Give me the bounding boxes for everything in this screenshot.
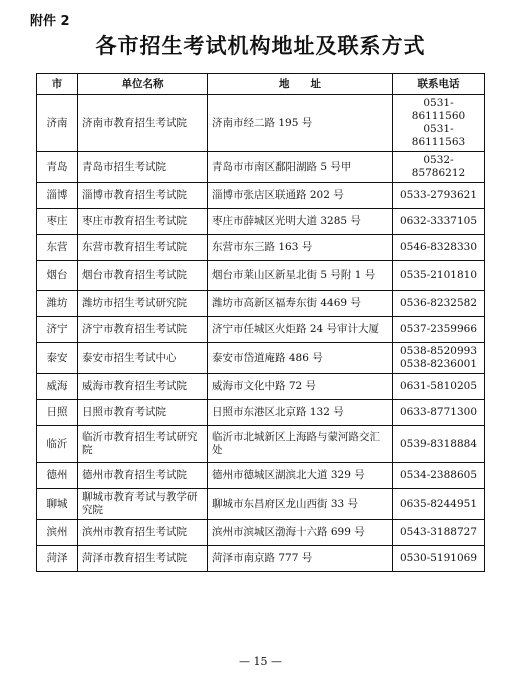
cell-city: 菏泽: [37, 546, 78, 572]
cell-phone: [393, 317, 485, 343]
phone-number: 0535-2101810: [399, 269, 478, 281]
table-row: [37, 95, 485, 152]
cell-city: 聊城: [37, 489, 78, 520]
phone-number: 0533-2793621: [399, 189, 478, 201]
cell-phone: [393, 463, 485, 489]
table-row: [37, 426, 485, 463]
phone-number: 0543-3188727: [399, 526, 478, 538]
cell-address: 聊城市东昌府区龙山西街 33 号: [208, 489, 393, 520]
table-row: [37, 261, 485, 291]
cell-phone: [393, 95, 485, 152]
phone-number: 0534-2388605: [399, 469, 478, 481]
phone-number: 0635-8244951: [399, 497, 478, 510]
table-row: [37, 463, 485, 489]
table-header-row: [37, 74, 485, 95]
cell-address: 日照市东港区北京路 132 号: [208, 400, 393, 426]
table-row: [37, 546, 485, 572]
contact-table: [36, 73, 485, 572]
table-row: [37, 343, 485, 374]
cell-phone: [393, 489, 485, 520]
cell-city: 临沂: [37, 426, 78, 463]
table-row: [37, 183, 485, 209]
cell-org: 日照市教育考试院: [78, 400, 208, 426]
cell-phone: [393, 374, 485, 400]
table-body: [37, 95, 485, 572]
cell-org: 淄博市教育招生考试院: [78, 183, 208, 209]
cell-address: 潍坊市高新区福寿东街 4469 号: [208, 291, 393, 317]
cell-address: 烟台市莱山区新星北街 5 号附 1 号: [208, 261, 393, 291]
cell-org: 临沂市教育招生考试研究院: [78, 426, 208, 463]
cell-address: 德州市德城区湖滨北大道 329 号: [208, 463, 393, 489]
phone-number: 0538-8520993: [399, 345, 478, 357]
cell-address: 临沂市北城新区上海路与蒙河路交汇处: [208, 426, 393, 463]
table-row: [37, 489, 485, 520]
cell-org: 菏泽市教育招生考试院: [78, 546, 208, 572]
cell-city: 青岛: [37, 152, 78, 183]
cell-city: 济宁: [37, 317, 78, 343]
cell-phone: [393, 291, 485, 317]
cell-org: 滨州市教育招生考试院: [78, 520, 208, 546]
cell-address: 泰安市岱道庵路 486 号: [208, 343, 393, 374]
cell-org: 东营市教育招生考试院: [78, 235, 208, 261]
phone-number: 0531-86111560: [411, 97, 466, 122]
phone-number: 0546-8328330: [399, 241, 478, 253]
cell-address: 东营市东三路 163 号: [208, 235, 393, 261]
phone-number: 0538-8236001: [399, 358, 478, 370]
cell-phone: [393, 426, 485, 463]
phone-number: 0530-5191069: [399, 552, 478, 564]
cell-org: 聊城市教育考试与教学研究院: [78, 489, 208, 520]
phone-number: 0633-8771300: [399, 406, 478, 418]
cell-address: 威海市文化中路 72 号: [208, 374, 393, 400]
cell-org: 泰安市招生考试中心: [78, 343, 208, 374]
table-row: [37, 400, 485, 426]
table-row: [37, 374, 485, 400]
cell-city: 威海: [37, 374, 78, 400]
cell-city: 烟台: [37, 261, 78, 291]
cell-address: 滨州市滨城区渤海十六路 699 号: [208, 520, 393, 546]
table-row: [37, 152, 485, 183]
page-number: — 15 —: [239, 655, 282, 668]
page-title: 各市招生考试机构地址及联系方式: [95, 33, 426, 58]
cell-address: 菏泽市南京路 777 号: [208, 546, 393, 572]
cell-address: 济南市经二路 195 号: [208, 95, 393, 152]
column-header-address: 地 址: [208, 74, 393, 95]
cell-phone: [393, 209, 485, 235]
table-row: [37, 291, 485, 317]
cell-org: 德州市教育招生考试院: [78, 463, 208, 489]
cell-phone: [393, 235, 485, 261]
column-header-phone: 联系电话: [393, 74, 485, 95]
cell-address: 青岛市市南区鄱阳湖路 5 号甲: [208, 152, 393, 183]
table-row: [37, 317, 485, 343]
cell-city: 潍坊: [37, 291, 78, 317]
cell-org: 济南市教育招生考试院: [78, 95, 208, 152]
cell-city: 淄博: [37, 183, 78, 209]
cell-org: 威海市教育招生考试院: [78, 374, 208, 400]
phone-number: 0536-8232582: [399, 297, 478, 309]
column-header-city: 市: [37, 74, 78, 95]
phone-number: 0532-85786212: [411, 154, 466, 179]
cell-address: 淄博市张店区联通路 202 号: [208, 183, 393, 209]
phone-number: 0531-86111563: [411, 123, 466, 148]
cell-org: 青岛市招生考试院: [78, 152, 208, 183]
cell-phone: [393, 152, 485, 183]
cell-city: 东营: [37, 235, 78, 261]
table-row: [37, 520, 485, 546]
cell-org: 济宁市教育招生考试院: [78, 317, 208, 343]
cell-address: 济宁市任城区火炬路 24 号审计大厦: [208, 317, 393, 343]
cell-org: 潍坊市招生考试研究院: [78, 291, 208, 317]
phone-number: 0537-2359966: [399, 323, 478, 335]
cell-phone: [393, 520, 485, 546]
cell-city: 日照: [37, 400, 78, 426]
cell-city: 济南: [37, 95, 78, 152]
phone-number: 0632-3337105: [399, 215, 478, 227]
column-header-org: 单位名称: [78, 74, 208, 95]
table-row: [37, 209, 485, 235]
cell-phone: [393, 546, 485, 572]
cell-phone: [393, 400, 485, 426]
table-row: [37, 235, 485, 261]
cell-city: 枣庄: [37, 209, 78, 235]
cell-phone: [393, 183, 485, 209]
cell-address: 枣庄市薛城区光明大道 3285 号: [208, 209, 393, 235]
cell-org: 枣庄市教育招生考试院: [78, 209, 208, 235]
cell-phone: [393, 343, 485, 374]
cell-org: 烟台市教育招生考试院: [78, 261, 208, 291]
attachment-label: 附件 2: [30, 14, 70, 29]
cell-city: 德州: [37, 463, 78, 489]
cell-city: 滨州: [37, 520, 78, 546]
cell-city: 泰安: [37, 343, 78, 374]
cell-phone: [393, 261, 485, 291]
phone-number: 0631-5810205: [399, 380, 478, 392]
phone-number: 0539-8318884: [399, 437, 478, 450]
